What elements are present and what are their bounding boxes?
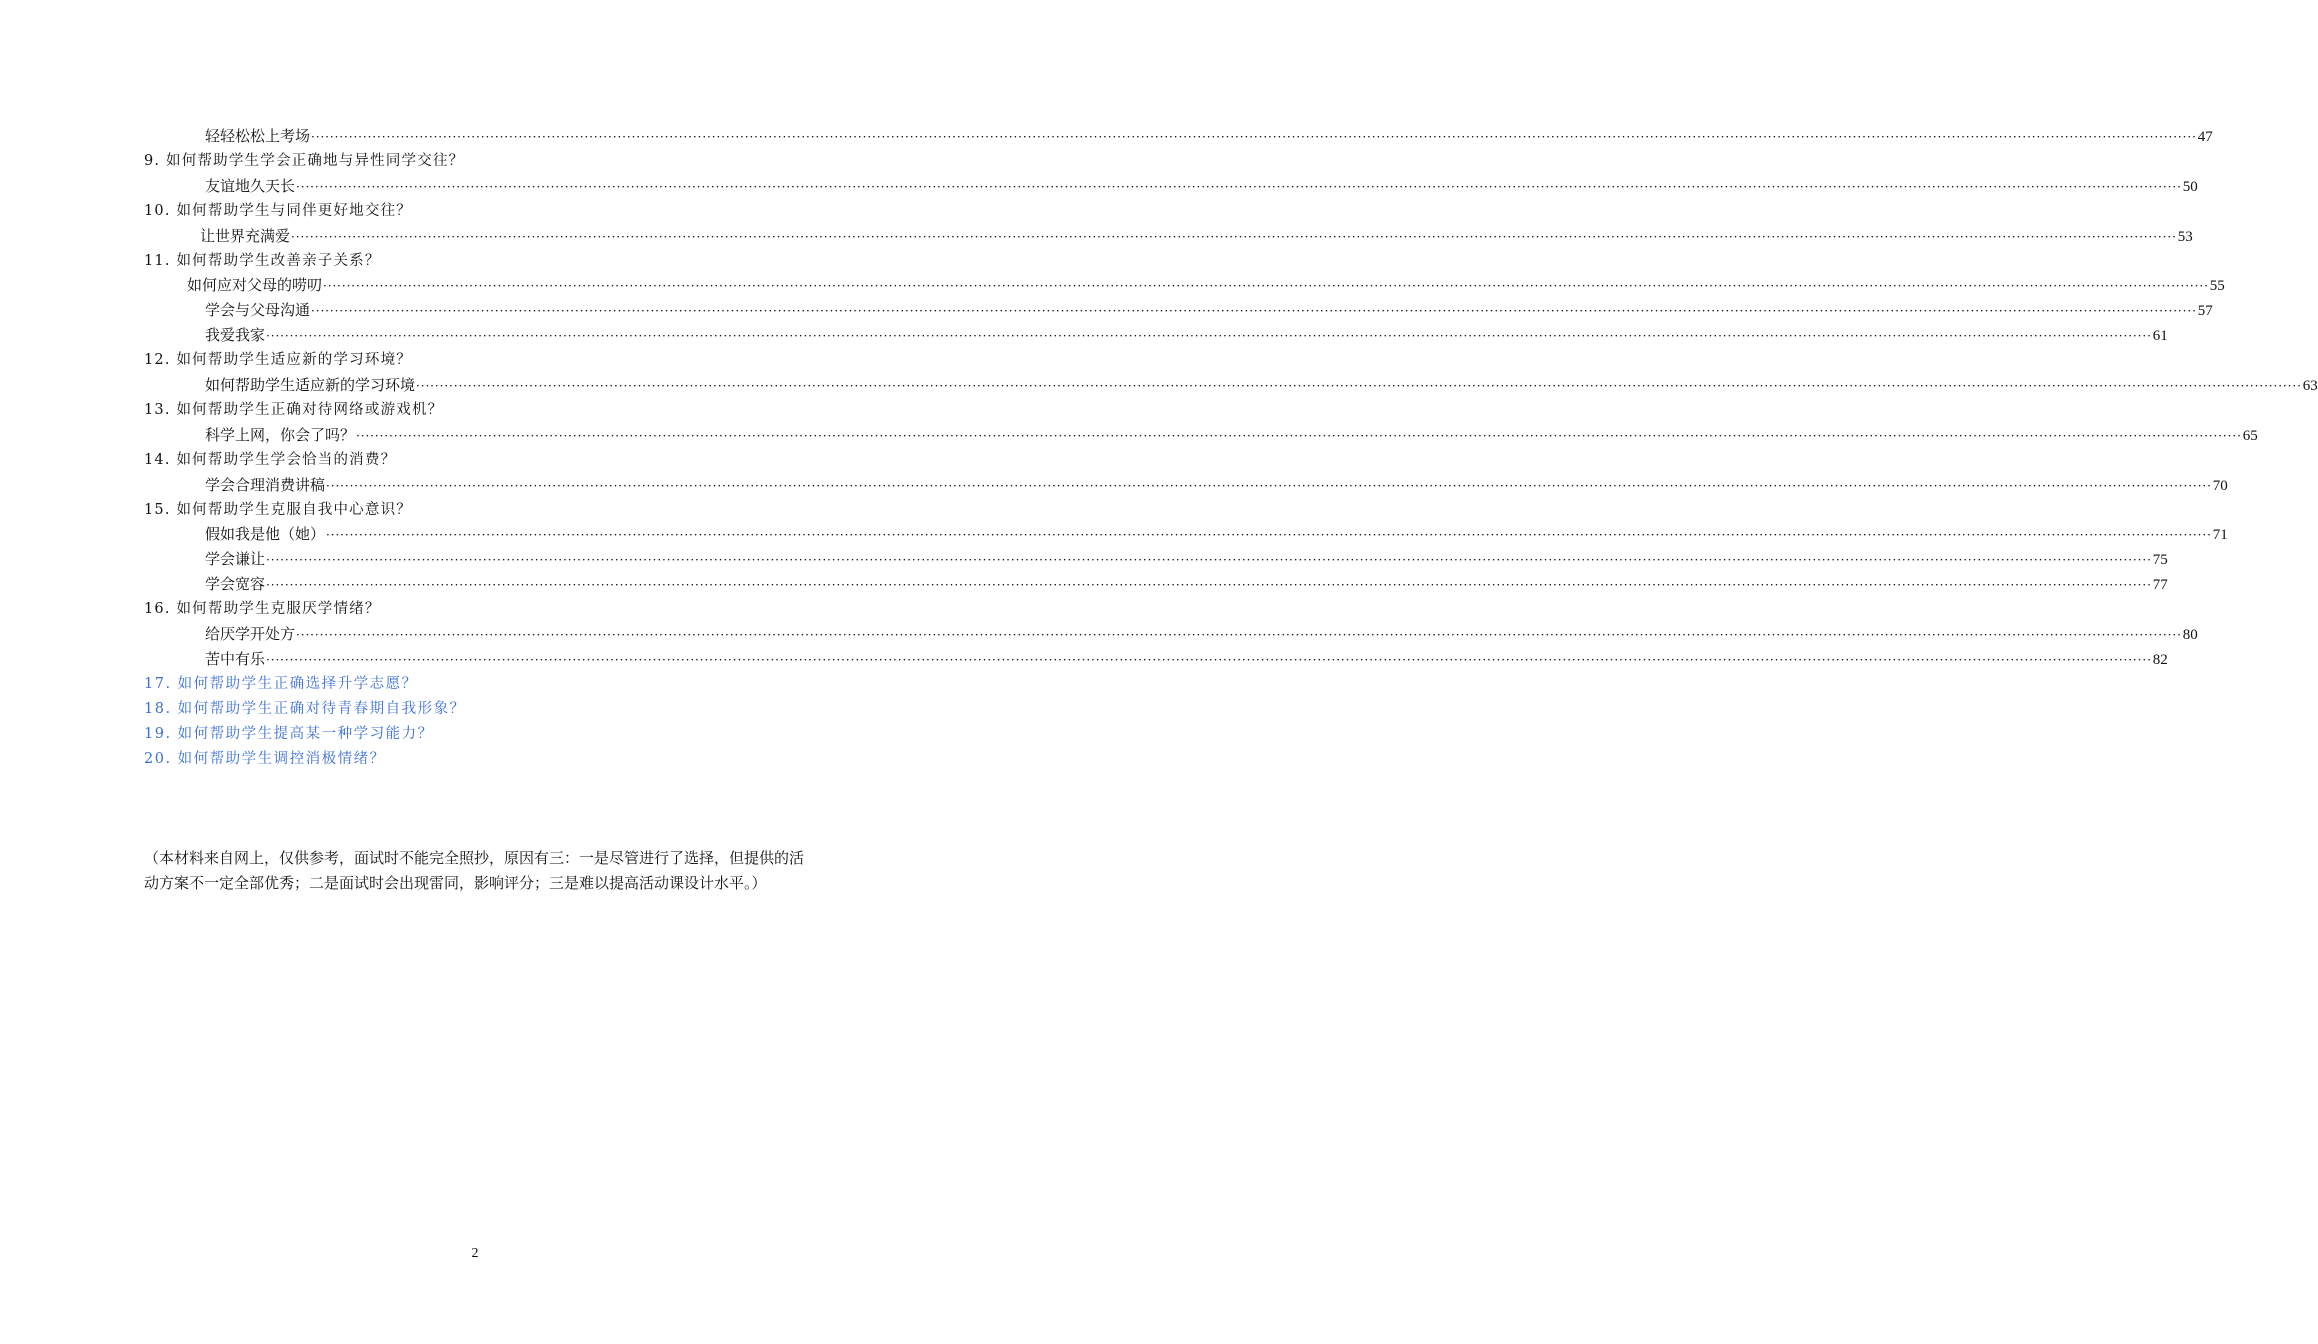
toc-leader-dots: ················································································································································································································································································································································································································: [323, 279, 2209, 293]
toc-entry: [205, 547, 2168, 572]
toc-entry: [205, 298, 2213, 323]
toc-question-pending: 17. 如何帮助学生正确选择升学志愿？: [144, 676, 418, 692]
page-number: 2: [471, 1246, 479, 1261]
toc-leader-dots: ················································································································································································································································································································································································································: [266, 578, 2152, 592]
toc-entry: [205, 124, 2213, 149]
toc-question-pending: 19. 如何帮助学生提高某一种学习能力？: [144, 726, 434, 742]
toc-entry-title: 让世界充满爱: [200, 227, 291, 245]
toc-entry-title: 轻轻松松上考场: [205, 127, 311, 145]
toc-question-pending: 18. 如何帮助学生正确对待青春期自我形象？: [144, 701, 466, 717]
toc-entry-page: 65: [2242, 428, 2258, 444]
toc-leader-dots: ················································································································································································································································································································································································································: [296, 628, 2182, 642]
toc-entry-title: 苦中有乐: [205, 650, 266, 668]
toc-entry: [205, 174, 2198, 199]
toc-entry: [205, 323, 2168, 348]
toc-entry-page: 57: [2197, 303, 2213, 319]
toc-entry: [187, 273, 2225, 298]
source-note: （本材料来自网上，仅供参考，面试时不能完全照抄，原因有三：一是尽管进行了选择，但提供的活动方案不一定全部优秀；二是面试时会出现雷同，影响评分；三是难以提高活动课设计水平。）: [144, 849, 805, 892]
toc-question: 10. 如何帮助学生与同伴更好地交往？: [144, 203, 412, 219]
toc-entry-title: 假如我是他（她）: [205, 525, 326, 543]
toc-entry-page: 55: [2209, 278, 2225, 294]
toc-leader-dots: ················································································································································································································································································································································································································: [266, 653, 2152, 667]
toc-leader-dots: ················································································································································································································································································································································································································: [291, 230, 2177, 244]
toc-entry-page: 75: [2152, 552, 2168, 568]
toc-question: 16. 如何帮助学生克服厌学情绪？: [144, 601, 381, 617]
toc-question-pending: 20. 如何帮助学生调控消极情绪？: [144, 751, 386, 767]
toc-question: 14. 如何帮助学生学会恰当的消费？: [144, 452, 397, 468]
toc-entry-page: 50: [2182, 179, 2198, 195]
toc-entry-title: 学会宽容: [205, 575, 266, 593]
toc-question: 12. 如何帮助学生适应新的学习环境？: [144, 352, 412, 368]
toc-leader-dots: ················································································································································································································································································································································································································: [311, 130, 2197, 144]
toc-leader-dots: ················································································································································································································································································································································································································: [326, 528, 2212, 542]
toc-question: 15. 如何帮助学生克服自我中心意识？: [144, 502, 412, 518]
toc-entry-page: 80: [2182, 627, 2198, 643]
toc-entry-title: 科学上网，你会了吗？: [205, 426, 356, 444]
toc-entry-page: 53: [2177, 229, 2193, 245]
toc-entry-page: 70: [2212, 478, 2228, 494]
toc-leader-dots: ················································································································································································································································································································································································································: [416, 379, 2302, 393]
toc-entry-page: 63: [2302, 378, 2318, 394]
toc-entry-page: 71: [2212, 527, 2228, 543]
toc-entry: [200, 224, 2193, 249]
toc-entry: [205, 572, 2168, 597]
toc-entry-title: 我爱我家: [205, 326, 266, 344]
toc-entry: [205, 622, 2198, 647]
toc-entry-title: 给厌学开处方: [205, 625, 296, 643]
toc-entry-page: 47: [2197, 129, 2213, 145]
toc-entry: [205, 373, 2318, 398]
toc-entry: [205, 522, 2228, 547]
toc-entry: [205, 647, 2168, 672]
toc-leader-dots: ················································································································································································································································································································································································································: [311, 304, 2197, 318]
toc-entry-title: 学会合理消费讲稿: [205, 476, 326, 494]
toc-entry-title: 学会与父母沟通: [205, 301, 311, 319]
toc-entry-page: 77: [2152, 577, 2168, 593]
toc-entry-page: 61: [2152, 328, 2168, 344]
toc-entry-title: 学会谦让: [205, 550, 266, 568]
toc-leader-dots: ················································································································································································································································································································································································································: [266, 329, 2152, 343]
toc-entry: [205, 473, 2228, 498]
toc-entry-title: 如何帮助学生适应新的学习环境: [205, 376, 416, 394]
toc-question: 9. 如何帮助学生学会正确地与异性同学交往？: [144, 153, 465, 169]
toc-question: 11. 如何帮助学生改善亲子关系？: [144, 253, 381, 269]
toc-entry-page: 82: [2152, 652, 2168, 668]
toc-question: 13. 如何帮助学生正确对待网络或游戏机？: [144, 402, 444, 418]
toc-leader-dots: ················································································································································································································································································································································································································: [266, 553, 2152, 567]
toc-leader-dots: ················································································································································································································································································································································································································: [326, 479, 2212, 493]
toc-entry-title: 友谊地久天长: [205, 177, 296, 195]
toc-entry-title: 如何应对父母的唠叨: [187, 276, 323, 294]
toc-leader-dots: ················································································································································································································································································································································································································: [296, 180, 2182, 194]
toc-leader-dots: ················································································································································································································································································································································································································: [356, 429, 2242, 443]
toc-entry: [205, 423, 2258, 448]
